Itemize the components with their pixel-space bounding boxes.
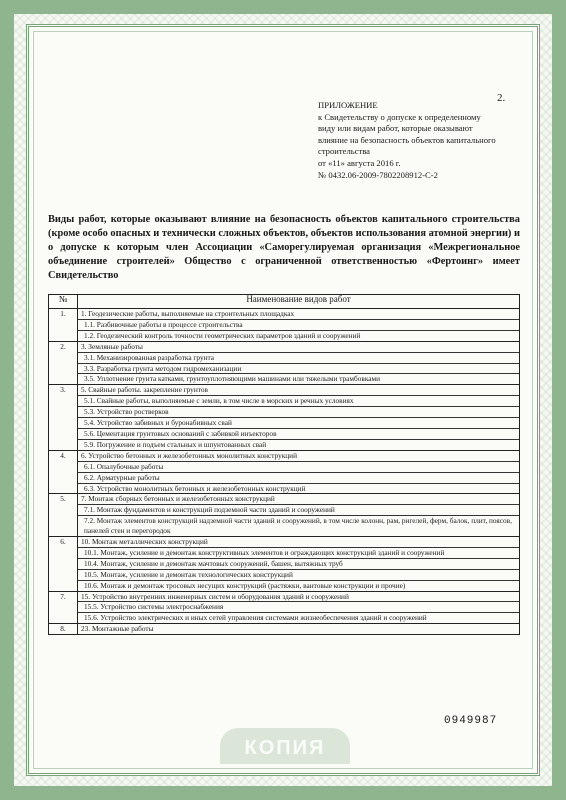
work-item: 5.9. Погружение и подъем стальных и шпунтованных свай xyxy=(78,439,519,450)
page-number: 2. xyxy=(497,92,506,104)
work-item: 3.5. Уплотнение грунта катками, грунтоуплотняющими машинами или тяжелыми трамбовками xyxy=(78,373,519,384)
work-items-cell xyxy=(78,450,520,494)
row-number: 3. xyxy=(49,385,78,450)
work-item: 23. Монтажные работы xyxy=(81,624,154,634)
appendix-line: к Свидетельству о допуске к определенному xyxy=(318,111,481,122)
table-header-row xyxy=(49,295,520,309)
table-row xyxy=(49,537,520,592)
work-item: 15.6. Устройство электрических и иных сетей управления системами жизнеобеспечения зданий и сооружений xyxy=(78,612,519,623)
work-item: 1.1. Разбивочные работы в процессе строительства xyxy=(78,319,519,330)
work-item: 5. Свайные работы. закрепление грунтов xyxy=(81,385,208,395)
serial-number: 0949987 xyxy=(444,715,498,727)
work-item: 7. Монтаж сборных бетонных и железобетонных конструкций xyxy=(81,494,275,504)
work-item: 6.3. Устройство монолитных бетонных и железобетонных конструкций xyxy=(78,483,519,494)
appendix-line: виду или видам работ, которые оказывают xyxy=(318,123,473,134)
appendix-line: влияние на безопасность объектов капитального xyxy=(318,134,496,145)
work-item: 5.1. Свайные работы, выполняемые с земли, в том числе в морских и речных условиях xyxy=(78,395,519,406)
table-row xyxy=(49,624,520,635)
row-number: 8. xyxy=(49,624,78,635)
work-item: 3. Земляные работы xyxy=(81,341,143,351)
work-item: 10.1. Монтаж, усиление и демонтаж конструктивных элементов и ограждающих конструкций зданий и сооружений xyxy=(78,547,519,558)
table-row xyxy=(49,591,520,624)
row-number: 1. xyxy=(49,309,78,342)
table-row xyxy=(49,309,520,342)
work-items-cell xyxy=(78,624,520,635)
row-number: 4. xyxy=(49,450,78,494)
header-work-name: Наименование видов работ xyxy=(78,295,520,309)
row-number: 6. xyxy=(49,537,78,592)
work-item: 10.4. Монтаж, усиление и демонтаж мачтовых сооружений, башен, вытяжных труб xyxy=(78,558,519,569)
work-item: 1. Геодезические работы, выполняемые на строительных площадках xyxy=(81,309,295,318)
work-item: 3.3. Разработка грунта методом гидромеханизации xyxy=(78,363,519,374)
work-item: 5.6. Цементация грунтовых оснований с забивкой инъекторов xyxy=(78,428,519,439)
work-item: 6.2. Арматурные работы xyxy=(78,472,519,483)
table-row xyxy=(49,341,520,385)
appendix-line: ПРИЛОЖЕНИЕ xyxy=(318,100,378,110)
work-item: 1.2. Геодезический контроль точности геометрических параметров зданий и сооружений xyxy=(78,330,519,341)
work-item: 6. Устройство бетонных и железобетонных монолитных конструкций xyxy=(81,450,297,460)
table-row xyxy=(49,385,520,450)
table-row xyxy=(49,450,520,494)
work-item: 5.3. Устройство ростверков xyxy=(78,406,519,417)
work-item: 15. Устройство внутренних инженерных систем и оборудования зданий и сооружений xyxy=(81,591,349,601)
work-item: 7.2. Монтаж элементов конструкций надземной части зданий и сооружений, в том числе колонн, рам, ригелей, ферм, балок, плит, поясов, панелей стен и перегородок xyxy=(78,515,519,536)
appendix-line: от «11» августа 2016 г. xyxy=(318,157,401,168)
work-items-cell xyxy=(78,385,520,450)
row-number: 2. xyxy=(49,341,78,385)
work-items-cell xyxy=(78,309,520,342)
work-item: 3.1. Механизированная разработка грунта xyxy=(78,352,519,363)
works-table xyxy=(48,294,520,635)
work-item: 6.1. Опалубочные работы xyxy=(78,461,519,472)
header-number: № xyxy=(49,295,78,309)
copy-watermark: КОПИЯ xyxy=(220,728,350,764)
work-items-cell xyxy=(78,341,520,385)
appendix-header xyxy=(318,100,518,181)
document-title: Виды работ, которые оказывают влияние на безопасность объектов капитального строительства (кроме особо опасных и технически сложных объектов, объектов использования атомной энергии) и о допуске к которым член Ассоциации «Саморегулируемая организация «Межрегиональное объединение строителей» Общество с ограниченной ответственностью «Фертоинг» имеет Свидетельство xyxy=(48,214,520,281)
work-items-cell xyxy=(78,591,520,624)
row-number: 7. xyxy=(49,591,78,624)
work-item: 10.5. Монтаж, усиление и демонтаж технологических конструкций xyxy=(78,569,519,580)
work-item: 10. Монтаж металлических конструкций xyxy=(81,537,208,547)
appendix-line: строительства xyxy=(318,146,370,157)
table-row xyxy=(49,494,520,537)
work-items-cell xyxy=(78,494,520,537)
work-items-cell xyxy=(78,537,520,592)
work-item: 7.1. Монтаж фундаментов и конструкций подземной части зданий и сооружений xyxy=(78,504,519,515)
work-item: 10.6. Монтаж и демонтаж тросовых несущих конструкций (растяжки, вантовые конструкции и прочие) xyxy=(78,580,519,591)
row-number: 5. xyxy=(49,494,78,537)
work-item: 15.5. Устройство системы электроснабжения xyxy=(78,601,519,612)
appendix-line: № 0432.06-2009-7802208912-С-2 xyxy=(318,169,438,180)
work-item: 5.4. Устройство забивных и буронабивных свай xyxy=(78,417,519,428)
table-body xyxy=(49,309,520,635)
